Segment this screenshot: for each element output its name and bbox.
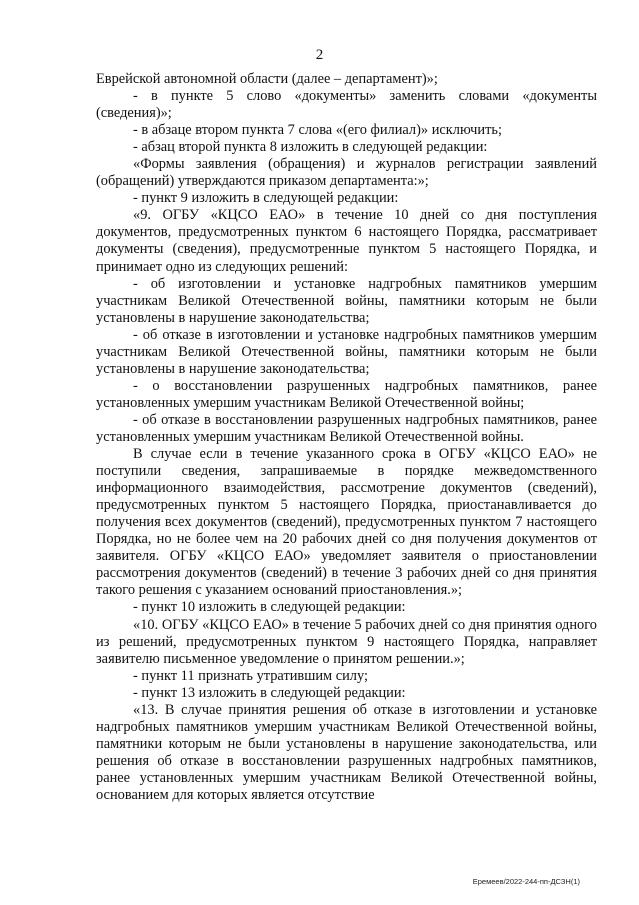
page-number: 2 xyxy=(315,47,324,63)
paragraph-12: В случае если в течение указанного срока в ОГБУ «КЦСО ЕАО» не поступили сведения, запрашиваемые в порядке межведомственного информационного взаимодействия, рассмотрение документов (сведений), предусмотренных пунктом 5 настоящего Порядка, приостанавливается до получения всех документов (сведений), предусмотренных пунктом 7 настоящего Порядка, но не более чем на 20 рабочих дней со дня получения документов от заявителя. ОГБУ «КЦСО ЕАО» уведомляет заявителя о приостановлении рассмотрения документов (сведений) в течение 3 рабочих дней со дня принятия такого решения с указанием оснований приостановления.»; xyxy=(96,446,597,599)
paragraph-1: Еврейской автономной области (далее – департамент)»; xyxy=(96,71,438,87)
paragraph-11: - об отказе в восстановлении разрушенных надгробных памятников, ранее установленных умершим участникам Великой Отечественной войны. xyxy=(96,411,597,445)
paragraph-4: - абзац второй пункта 8 изложить в следующей редакции: xyxy=(133,139,488,156)
paragraph-13: - пункт 10 изложить в следующей редакции: xyxy=(133,599,406,616)
paragraph-8: - об изготовлении и установке надгробных памятников умершим участникам Великой Отечественной войны, памятники которым не были установлены в нарушение законодательства; xyxy=(96,275,597,326)
document-footer-code: Еремеев/2022-244-пп-ДСЗН(1) xyxy=(472,877,580,886)
paragraph-17: «13. В случае принятия решения об отказе в изготовлении и установке надгробных памятников умершим участникам Великой Отечественной войны, памятники которым не были установлены в нарушение законодательства, или решения об отказе в восстановлении разрушенных надгробных памятников, ранее установленных умершим участникам Великой Отечественной войны, основанием для которых является отсутствие xyxy=(96,701,597,803)
paragraph-9: - об отказе в изготовлении и установке надгробных памятников умершим участникам Великой Отечественной войны, памятники которым не были установлены в нарушение законодательства; xyxy=(96,326,597,377)
paragraph-7: «9. ОГБУ «КЦСО ЕАО» в течение 10 дней со дня поступления документов, предусмотренных пунктом 6 настоящего Порядка, рассматривает документы (сведения), предусмотренные пунктом 5 настоящего Порядка, и принимает одно из следующих решений: xyxy=(96,207,597,275)
paragraph-10: - о восстановлении разрушенных надгробных памятников, ранее установленных умершим участникам Великой Отечественной войны; xyxy=(96,377,597,411)
paragraph-5: «Формы заявления (обращения) и журналов регистрации заявлений (обращений) утверждаются приказом департамента:»; xyxy=(96,156,597,190)
paragraph-2: - в пункте 5 слово «документы» заменить словами «документы (сведения)»; xyxy=(96,88,597,122)
paragraph-3: - в абзаце втором пункта 7 слова «(его филиал)» исключить; xyxy=(133,122,502,139)
paragraph-15: - пункт 11 признать утратившим силу; xyxy=(133,667,368,684)
document-body xyxy=(96,71,597,804)
paragraph-14: «10. ОГБУ «КЦСО ЕАО» в течение 5 рабочих дней со дня принятия одного из решений, предусмотренных пунктом 9 настоящего Порядка, направляет заявителю письменное уведомление о принятом решении.»; xyxy=(96,616,597,667)
paragraph-16: - пункт 13 изложить в следующей редакции: xyxy=(133,684,406,701)
paragraph-6: - пункт 9 изложить в следующей редакции: xyxy=(133,190,399,207)
